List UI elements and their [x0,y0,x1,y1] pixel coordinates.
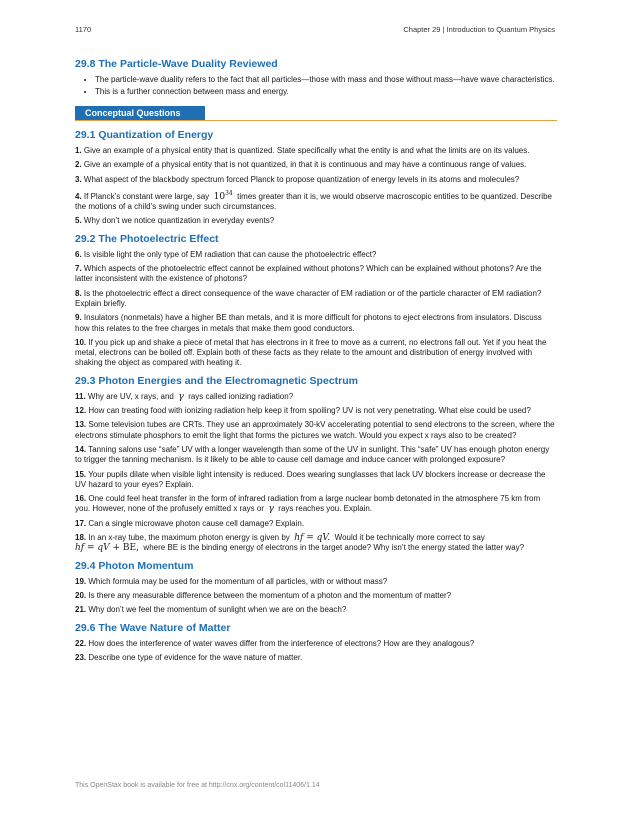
math-gamma: γ [178,391,184,402]
question-number: 4. [75,191,82,201]
question-number: 10. [75,337,87,347]
question-text: Some television tubes are CRTs. They use an approximately 30-kV accelerating potential to send electrons to the screen, where the electrons stimulate phosphors to emit the light that forms the pictures we watch. Would you expect x rays also to be created? [75,420,555,440]
math-equation: hf = qV. [294,533,331,544]
chapter-title: Chapter 29 | Introduction to Quantum Physics [403,25,555,34]
question-number: 2. [75,160,82,170]
question-number: 13. [75,420,87,430]
question-text: Give an example of a physical entity that is quantized. State specifically what the entity is and what the limits are on its values. [83,146,530,155]
page-number: 1170 [75,25,92,34]
section-heading-29-8: 29.8 The Particle-Wave Duality Reviewed [75,58,278,70]
question-7 [75,264,557,285]
section-29-6 [75,622,557,664]
math-base: 10 [213,191,226,202]
question-19 [75,577,557,587]
section-heading: 29.2 The Photoelectric Effect [75,232,219,245]
question-text: Why don’t we notice quantization in everyday events? [83,216,275,226]
question-text: In an x-ray tube, the maximum photon energy is given by [88,533,290,543]
question-15 [75,470,557,491]
question-number: 7. [75,264,82,274]
section-heading: 29.4 Photon Momentum [75,559,194,572]
question-text: Insulators (nonmetals) have a higher BE than metals, and it is more difficult for photons to eject electrons from insulators. Discuss how this relates to the free charges in metals that make them good conductors. [75,313,542,333]
conceptual-questions-label: Conceptual Questions [75,106,205,120]
question-6 [75,250,557,260]
question-5 [75,216,557,226]
math-exponent: 34 [225,189,233,197]
question-16 [75,494,557,515]
question-9 [75,313,557,334]
question-text: times greater than it is, we would observe macroscopic entities to be quantized. Describe the motions of a child’s swing under such circumstances. [75,191,552,212]
page-content [75,58,557,667]
question-13 [75,420,557,441]
question-number: 12. [75,406,87,416]
question-2 [75,160,557,170]
question-number: 14. [75,444,87,454]
question-text: Can a single microwave photon cause cell damage? Explain. [88,518,305,528]
question-number: 15. [75,469,87,479]
question-text: If Planck’s constant were large, say [83,191,210,201]
question-text: One could feel heat transfer in the form of infrared radiation from a large nuclear bomb detonated in the atmosphere 75 km from you. However, none of the profusely emitted x rays or [75,494,541,514]
question-23 [75,653,557,663]
question-14 [75,445,557,466]
question-number: 11. [75,391,86,401]
question-text: Give an example of a physical entity that is not quantized, in that it is continuous and may have a continuous range of values. [83,160,527,170]
question-17 [75,519,557,529]
question-1 [75,146,557,156]
question-12 [75,406,557,416]
question-text: Which aspects of the photoelectric effect cannot be explained without photons? Which can be explained without photons? Are the latter inconsistent with the existence of photons? [75,264,542,284]
question-text: where BE is the binding energy of electrons in the target anode? Why isn’t the energy stated the latter way? [143,543,525,553]
question-10 [75,338,557,369]
question-text: How can treating food with ionizing radiation help keep it from spoiling? UV is not very penetrating. What else could be used? [88,406,531,416]
question-21 [75,605,557,615]
question-8 [75,289,557,310]
question-18 [75,533,557,554]
question-text: Why don’t we feel the momentum of sunlight when we are on the beach? [88,605,347,615]
question-text: Your pupils dilate when visible light intensity is reduced. Does wearing sunglasses that lack UV blockers increase or decrease the UV hazard to your eyes? Explain. [75,469,546,489]
summary-list [75,75,557,97]
question-number: 16. [75,494,87,504]
section-29-2 [75,233,557,369]
math-gamma: γ [268,504,274,515]
page-header [75,25,555,37]
question-number: 9. [75,313,82,323]
question-text: rays called ionizing radiation? [188,391,294,401]
question-number: 22. [75,638,87,648]
summary-bullet: • The particle-wave duality refers to the fact that all particles—those with mass and those without mass—have wave characteristics. [95,75,557,86]
question-number: 20. [75,590,87,600]
question-4 [75,189,557,213]
question-text: How does the interference of water waves differ from the interference of electrons? How are they analogous? [88,638,475,648]
question-11 [75,392,557,402]
question-text: Is there any measurable difference between the momentum of a photon and the momentum of matter? [88,590,452,600]
question-text: What aspect of the blackbody spectrum forced Planck to propose quantization of energy levels in its atoms and molecules? [83,174,520,184]
math-equation: + BE, [109,543,139,554]
question-text: Which formula may be used for the momentum of all particles, with or without mass? [88,576,388,586]
question-number: 23. [75,652,87,662]
question-3 [75,175,557,185]
question-text: Describe one type of evidence for the wave nature of matter. [88,652,303,662]
question-number: 21. [75,605,87,615]
summary-bullet: • This is a further connection between mass and energy. [95,87,557,98]
question-text: Why are UV, x rays, and [87,391,174,401]
question-text: rays reaches you. Explain. [278,504,373,514]
section-heading: 29.6 The Wave Nature of Matter [75,621,231,634]
question-text: Would it be technically more correct to say [334,533,485,543]
question-number: 8. [75,288,82,298]
section-29-4 [75,560,557,616]
question-number: 19. [75,576,87,586]
conceptual-questions-banner [75,106,557,122]
question-number: 3. [75,174,82,184]
section-heading: 29.1 Quantization of Energy [75,129,214,141]
section-heading: 29.3 Photon Energies and the Electromagnetic Spectrum [75,374,358,387]
question-number: 18. [75,533,87,543]
page-footer: This OpenStax book is available for free at http://cnx.org/content/col11406/1.14 [75,782,320,789]
question-number: 5. [75,216,82,226]
question-number: 17. [75,518,87,528]
question-22 [75,639,557,649]
question-20 [75,591,557,601]
question-number: 1. [75,146,82,155]
math-power-of-ten [213,189,233,202]
question-text: If you pick up and shake a piece of metal that has electrons in it free to move as a current, no electrons fall out. Yet if you heat the metal, electrons can be boiled off. Explain both of these facts as they relate to the amount and distribution of energy involved with shaking the object as compared with heating it. [75,337,547,368]
question-number: 6. [75,249,82,259]
question-text: Tanning salons use “safe” UV with a longer wavelength than some of the UV in sunlight. This “safe” UV has enough photon energy to trigger the tanning mechanism. Is it likely to be able to cause cell damage and induce cancer with prolonged exposure? [75,444,550,465]
section-29-1 [75,129,557,227]
question-text: Is the photoelectric effect a direct consequence of the wave character of EM radiation or of the particle character of EM radiation? Explain briefly. [75,288,542,308]
section-29-3 [75,375,557,554]
question-text: Is visible light the only type of EM radiation that can cause the photoelectric effect? [83,249,377,259]
math-equation: hf = qV [75,543,110,554]
